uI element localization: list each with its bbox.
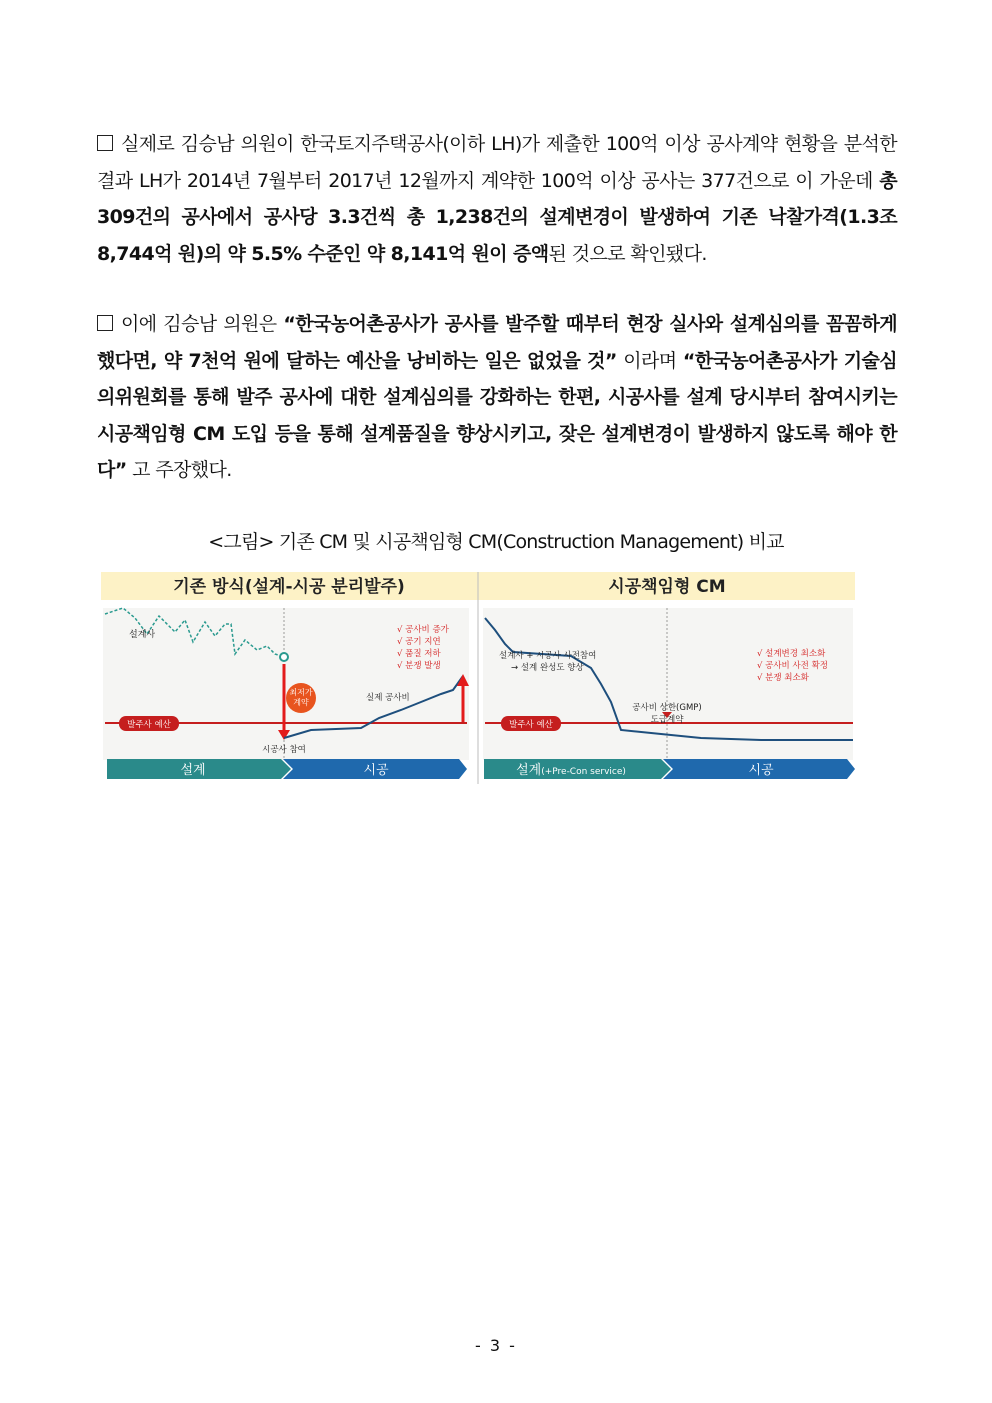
actual-cost-label: 실제 공사비 [366, 693, 410, 703]
left-budget-label: 발주사 예산 [127, 720, 171, 730]
gmp-line1: 공사비 상한(GMP) [632, 703, 702, 713]
right-budget-label: 발주사 예산 [509, 720, 553, 730]
para2-body [97, 313, 897, 481]
benefit-item: √ 분쟁 최소화 [757, 673, 809, 683]
left-phase-design-label: 설계 [180, 763, 206, 778]
para1-body [97, 133, 897, 265]
text-segment: 고 주장했다. [126, 459, 232, 481]
text-segment: 이라며 [616, 349, 683, 372]
issue-item: √ 분쟁 발생 [397, 661, 441, 671]
benefit-item: √ 설계변경 최소화 [757, 649, 826, 659]
text-segment: 실제로 김승남 의원이 한국토지주택공사(이하 LH)가 제출한 100억 이상 공사계약 현황을 분석한 결과 LH가 2014년 7월부터 2017년 12월까지 계약한 100억 이상 공사는 377건으로 이 가운데 [97, 133, 897, 192]
figure-caption: <그림> 기존 CM 및 시공책임형 CM(Construction Management) 비교 [208, 531, 784, 553]
early-participation-line2: → 설계 완성도 향상 [511, 663, 584, 673]
paragraph-member-statement [97, 306, 897, 489]
designer-label: 설계사 [129, 630, 156, 640]
text-segment: “한국농어촌공사가 공사를 발주할 때부터 현장 실사와 설계심의를 꼼꼼하게 했다면, 약 7천억 원에 달하는 예산을 낭비하는 일은 없었을 것” [97, 313, 897, 372]
designer-end-point [280, 653, 288, 661]
early-participation-line1: 설계사 + 시공사 사전참여 [499, 651, 597, 661]
benefit-item: √ 공사비 사전 확정 [757, 661, 828, 671]
right-panel [483, 608, 853, 760]
right-phase-design-sub: (+Pre-Con service) [541, 767, 626, 777]
lowest-bid-line1: 최저가 [289, 688, 313, 697]
lowest-bid-line2: 계약 [293, 698, 309, 707]
left-header: 기존 방식(설계-시공 분리발주) [173, 577, 405, 597]
text-segment: 된 것으로 확인됐다. [548, 242, 707, 265]
contractor-join-label: 시공사 참여 [262, 745, 306, 755]
page-number: - 3 - [475, 1336, 517, 1355]
text-segment: 이에 김승남 의원은 [121, 313, 284, 335]
checkbox-bullet [97, 135, 113, 151]
left-phase-build-label: 시공 [363, 763, 389, 778]
cm-comparison-figure [101, 572, 855, 784]
checkbox-bullet [97, 315, 113, 331]
gmp-line2: 도급계약 [650, 715, 684, 725]
text-segment: “한국농어촌공사가 기술심의위원회를 통해 발주 공사에 대한 설계심의를 강화하는 한편, 시공사를 설계 당시부터 참여시키는 시공책임형 CM 도입 등을 통해 설계품질을 향상시키고, 잦은 설계변경이 발생하지 않도록 해야 한다” [97, 349, 897, 481]
right-phase-build-label: 시공 [748, 763, 774, 778]
text-segment: 총 309건의 공사에서 공사당 3.3건씩 총 1,238건의 설계변경이 발생하여 기존 낙찰가격(1.3조 8,744억 원)의 약 5.5% 수준인 약 8,141억 원이 증액 [97, 169, 897, 265]
right-header: 시공책임형 CM [608, 577, 726, 597]
right-phase-design-label: 설계 [516, 763, 542, 778]
issue-item: √ 품질 저하 [397, 649, 441, 659]
paragraph-lh-contracts [97, 126, 897, 272]
issue-item: √ 공기 지연 [397, 637, 441, 647]
issue-item: √ 공사비 증가 [397, 625, 449, 635]
